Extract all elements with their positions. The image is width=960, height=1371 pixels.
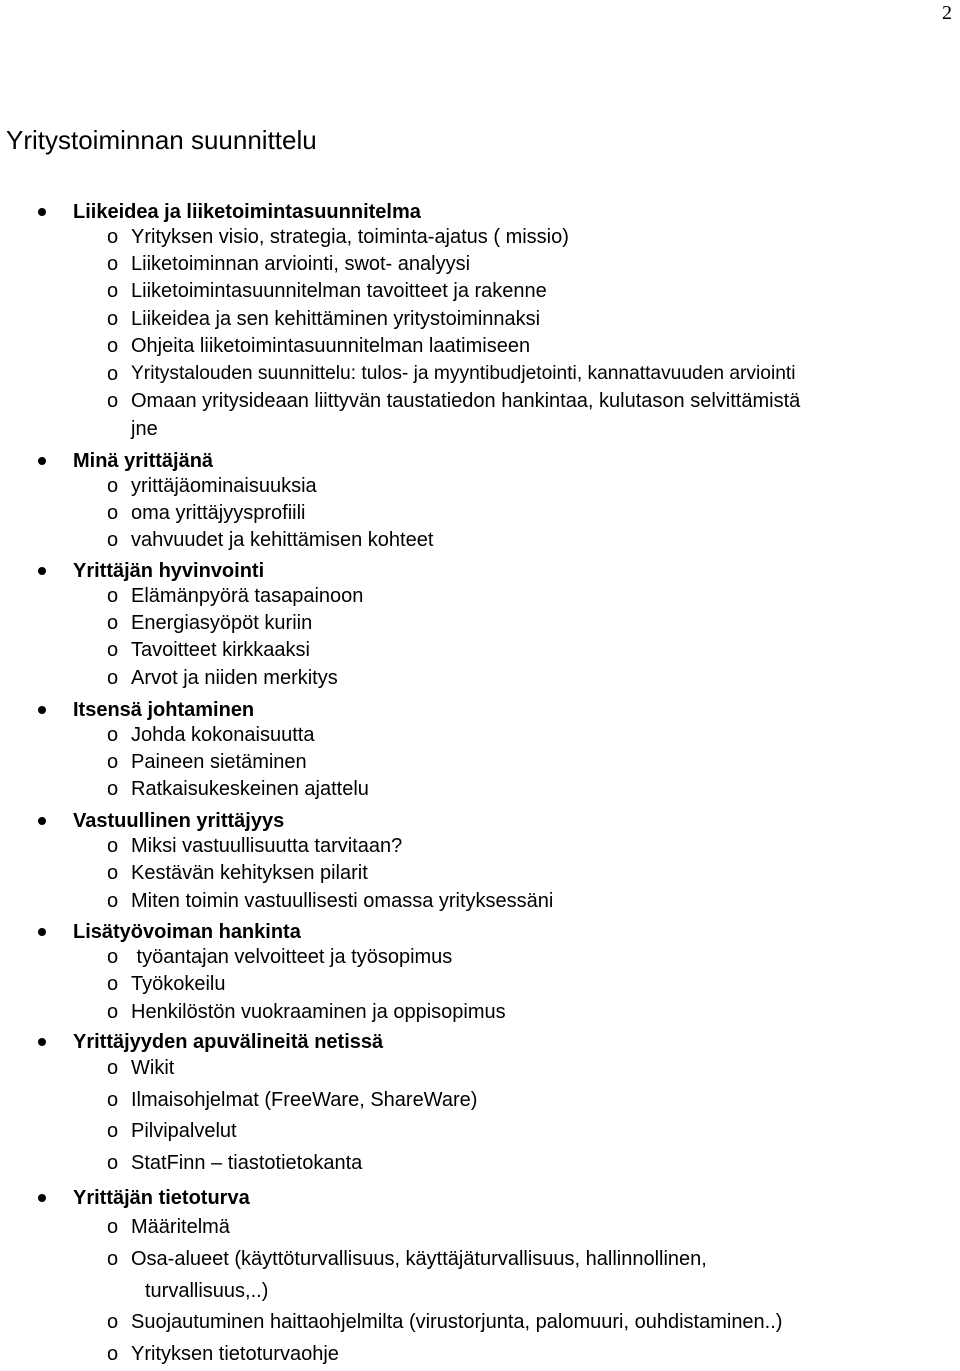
- circle-marker-icon: o: [107, 335, 119, 357]
- circle-marker-icon: o: [107, 862, 119, 884]
- circle-marker-icon: o: [107, 1001, 119, 1023]
- circle-marker-icon: o: [107, 475, 119, 497]
- section-heading-label: Liikeidea ja liiketoimintasuunnitelma: [73, 201, 421, 223]
- section-heading-label: Lisätyövoiman hankinta: [73, 921, 301, 943]
- circle-marker-icon: o: [107, 1120, 119, 1142]
- section-heading: [0, 447, 960, 475]
- circle-marker-icon: o: [107, 226, 119, 248]
- bullet-icon: [38, 457, 46, 465]
- section-liikeidea: Liikeidea ja liiketoimintasuunnitelma o Yrityksen visio, strategia, toiminta-ajatus ( missio) o Liiketoiminnan arviointi, swot- analyysi o Liiketoimintasuunnitelman tavoitteet ja rakenne o Liikeidea ja sen kehittäminen yritystoiminnaksi o Ohjeita liiketoimintasuunnitelman laatimiseen o Yritystalouden suunnittelu: tulos- ja myyntibudjetointi, kannattavuuden arviointi o Omaan yritysideaan liittyvän taustatiedon hankintaa, kulutason selvittämistä jne: [0, 198, 960, 226]
- circle-marker-icon: o: [107, 280, 119, 302]
- section-mina-yrittajana: Minä yrittäjänä o yrittäjäominaisuuksia o oma yrittäjyysprofiili o vahvuudet ja kehittämisen kohteet: [0, 447, 960, 475]
- section-heading: [0, 807, 960, 835]
- section-tietoturva: Yrittäjän tietoturva o Määritelmä o Osa-alueet (käyttöturvallisuus, käyttäjäturvallisuus, hallinnollinen, turvallisuus,..) o Suojautuminen haittaohjelmilta (virustorjunta, palomuuri, ouhdistaminen..) o Yrityksen tietoturvaohje: [0, 1184, 960, 1212]
- circle-marker-icon: o: [107, 835, 119, 857]
- circle-marker-icon: o: [107, 502, 119, 524]
- circle-marker-icon: o: [107, 1343, 119, 1365]
- section-apuvalineet: Yrittäjyyden apuvälineitä netissä o Wikit o Ilmaisohjelmat (FreeWare, ShareWare) o Pilvipalvelut o StatFinn – tiastotietokanta: [0, 1028, 960, 1056]
- circle-marker-icon: o: [107, 639, 119, 661]
- section-heading-label: Itsensä johtaminen: [73, 699, 255, 721]
- circle-marker-icon: o: [107, 363, 119, 385]
- circle-marker-icon: o: [107, 390, 119, 412]
- circle-marker-icon: o: [107, 308, 119, 330]
- bullet-icon: [38, 1194, 46, 1202]
- section-hyvinvointi: Yrittäjän hyvinvointi o Elämänpyörä tasapainoon o Energiasyöpöt kuriin o Tavoitteet kirkkaaksi o Arvot ja niiden merkitys: [0, 557, 960, 585]
- section-heading-label: Yrittäjyyden apuvälineitä netissä: [73, 1031, 384, 1053]
- bullet-icon: [38, 928, 46, 936]
- circle-marker-icon: o: [107, 751, 119, 773]
- bullet-icon: [38, 817, 46, 825]
- page-number: 2: [942, 2, 952, 24]
- section-heading-label: Yrittäjän hyvinvointi: [73, 560, 265, 582]
- circle-marker-icon: o: [107, 612, 119, 634]
- section-heading: [0, 198, 960, 226]
- circle-marker-icon: o: [107, 1311, 119, 1333]
- bullet-icon: [38, 1038, 46, 1046]
- circle-marker-icon: o: [107, 724, 119, 746]
- section-itsensa-johtaminen: Itsensä johtaminen o Johda kokonaisuutta o Paineen sietäminen o Ratkaisukeskeinen ajattelu: [0, 696, 960, 724]
- section-heading-label: Vastuullinen yrittäjyys: [73, 810, 285, 832]
- section-heading-label: Minä yrittäjänä: [73, 450, 214, 472]
- section-lisatyovoima: Lisätyövoiman hankinta o työantajan velvoitteet ja työsopimus o Työkokeilu o Henkilöstön vuokraaminen ja oppisopimus: [0, 918, 960, 946]
- circle-marker-icon: o: [107, 1248, 119, 1270]
- circle-marker-icon: o: [107, 1057, 119, 1079]
- circle-marker-icon: o: [107, 667, 119, 689]
- list-item-continuation: turvallisuus,..): [145, 1280, 269, 1302]
- section-heading: [0, 557, 960, 585]
- circle-marker-icon: o: [107, 529, 119, 551]
- section-heading: [0, 1028, 960, 1056]
- section-heading: [0, 696, 960, 724]
- bullet-icon: [38, 567, 46, 575]
- circle-marker-icon: o: [107, 1089, 119, 1111]
- circle-marker-icon: o: [107, 1216, 119, 1238]
- circle-marker-icon: o: [107, 253, 119, 275]
- section-vastuullinen: Vastuullinen yrittäjyys o Miksi vastuullisuutta tarvitaan? o Kestävän kehityksen pilarit o Miten toimin vastuullisesti omassa yrityksessäni: [0, 807, 960, 835]
- list-item-continuation: jne: [131, 418, 158, 440]
- circle-marker-icon: o: [107, 778, 119, 800]
- circle-marker-icon: o: [107, 585, 119, 607]
- bullet-icon: [38, 706, 46, 714]
- section-heading: [0, 1184, 960, 1212]
- circle-marker-icon: o: [107, 890, 119, 912]
- page-title: Yritystoiminnan suunnittelu: [6, 125, 317, 155]
- section-heading: [0, 918, 960, 946]
- section-heading-label: Yrittäjän tietoturva: [73, 1187, 250, 1209]
- bullet-icon: [38, 208, 46, 216]
- circle-marker-icon: o: [107, 973, 119, 995]
- circle-marker-icon: o: [107, 1152, 119, 1174]
- circle-marker-icon: o: [107, 946, 119, 968]
